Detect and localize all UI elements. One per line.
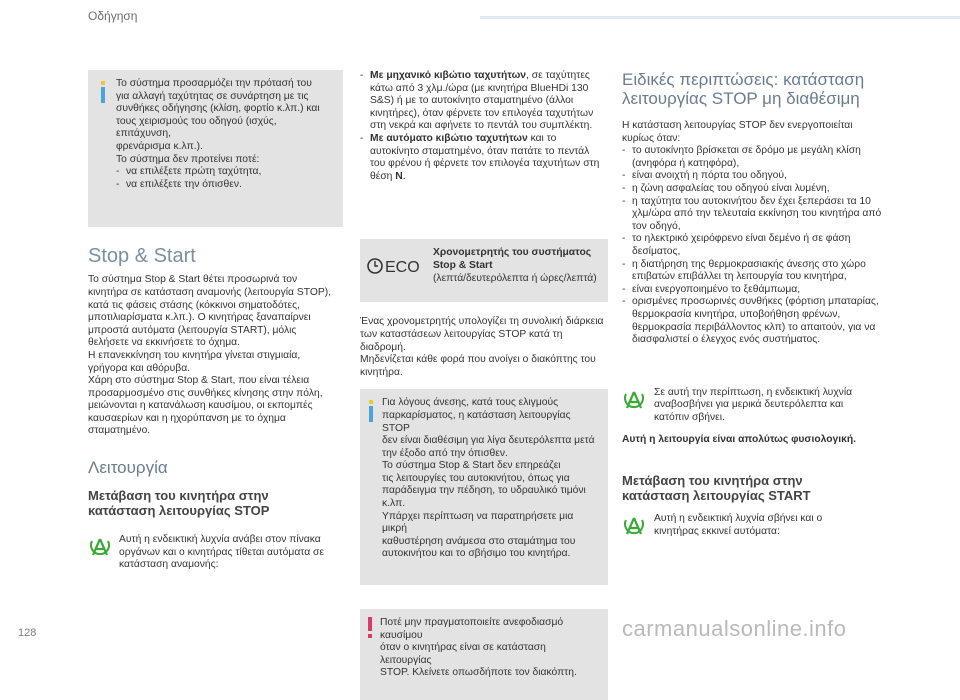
para-line: των καταστάσεων λειτουργίας STOP κατά τη διαδρομή. <box>360 328 563 353</box>
text-line: S&S) ή με το αυτοκίνητο σταματημένο (άλλοι <box>370 95 574 107</box>
stop-start-description <box>88 274 343 438</box>
info-icon <box>365 400 377 424</box>
tip-line: καθυστέρηση ανάμεσα στο σταμάτημα του <box>382 535 576 547</box>
text-line: Αυτή η ενδεικτική λυχνία ανάβει στον πίνακα <box>119 534 321 546</box>
tip-line: Το σύστημα δεν προτείνει ποτέ: <box>116 153 260 165</box>
para-line: καυσαερίων και η ηχορύπανση με το όχημα <box>88 412 286 424</box>
tip-line: τις λειτουργίες του αυτοκινήτου, όπως για <box>382 472 570 484</box>
section-title-stop-start: Stop & Start <box>88 245 196 268</box>
warning-icon <box>365 617 375 641</box>
manual-gearbox-item <box>360 70 608 133</box>
special-case-item: - η ταχύτητα του αυτοκινήτου δεν έχει ξεπεράσει τα 10 χλμ/ώρα από την τελευταία εκκίνηση του κινητήρα από τον οδηγό, <box>622 196 884 234</box>
eco-subtitle: (λεπτά/δευτερόλεπτα ή ώρες/λεπτά) <box>433 272 597 284</box>
para-line: γρήγορα και αθόρυβα. <box>88 362 191 374</box>
tip-line: Το σύστημα Stop & Start δεν επηρεάζει <box>382 460 561 472</box>
special-case-item: - το αυτοκίνητο βρίσκεται σε δρόμο με μεγάλη κλίση (ανηφόρα ή κατηφόρα), <box>622 145 884 170</box>
watermark: carmanualsonline.info <box>622 616 847 641</box>
warning-line: Ποτέ μην πραγματοποιείτε ανεφοδιασμό καυσίμου <box>380 617 564 641</box>
text-line: κατάσταση αναμονής: <box>119 559 219 571</box>
tip-line: για αλλαγή ταχύτητας σε συνάρτηση με τις <box>116 90 309 102</box>
tip-line: Το σύστημα προσαρμόζει την πρότασή του <box>116 78 312 89</box>
auto-stop-lamp-icon <box>622 515 646 537</box>
para-line: σταματημένο. <box>88 425 151 437</box>
lamp-flash-row <box>622 387 892 425</box>
column-left <box>88 70 343 572</box>
special-case-item: - είναι ανοιχτή η πόρτα του οδηγού, <box>622 170 884 183</box>
page-number: 128 <box>18 627 37 639</box>
header-rule <box>480 16 960 19</box>
para-line: προσαρμοσμένο στις συνθήκες κίνησης στην πόλη, <box>88 387 323 399</box>
text-line: κατόπιν σβήνει. <box>654 411 725 423</box>
info-icon <box>97 81 109 105</box>
para-line: θελήσετε να εκκινήσετε το όχημα. <box>88 337 240 349</box>
tip-line: τους χειρισμούς του οδηγού (ισχύς, επιτάχυνση, <box>116 115 277 140</box>
special-cases-list <box>622 145 884 347</box>
para-line: κατά τις φάσεις στάσης (κόκκινοι σηματοδότες, <box>88 299 300 311</box>
tip-line: φρενάρισμα κ.λπ.). <box>116 140 203 152</box>
special-case-item: - η ζώνη ασφαλείας του οδηγού είναι λυμένη, <box>622 183 884 196</box>
position-n: N <box>395 170 403 182</box>
tip-line: παράδειγμα την πέδηση, το υδραυλικό τιμόνι <box>382 485 586 497</box>
para-line: κινητήρα. <box>360 366 403 378</box>
normal-operation-note: Αυτή η λειτουργία είναι απολύτως φυσιολογική. <box>622 434 856 446</box>
text-line: αναβοσβήνει για μερικά δευτερόλεπτα και <box>654 399 844 411</box>
page-header-title: Οδήγηση <box>88 9 138 23</box>
eco-timer-box <box>360 239 608 302</box>
eco-label: ECO <box>385 259 420 277</box>
para-line: Η επανεκκίνηση του κινητήρα γίνεται στιγμιαία, <box>88 349 301 361</box>
text-line: οργάνων και ο κινητήρας τίθεται αυτόματα σε <box>119 546 324 558</box>
special-case-item: - η διατήρηση της θερμοκρασιακής άνεσης στο χώρο επιβατών επιβάλλει τη λειτουργία του κινητήρα, <box>622 259 884 284</box>
tip-box-gear-advice <box>88 70 343 227</box>
text-line: στη νεκρά και αφήνετε το πεντάλ του συμπλέκτη. <box>370 120 593 132</box>
text-line: θέση N. <box>370 170 406 182</box>
manual-lead: Με μηχανικό κιβώτιο ταχυτήτων <box>370 70 527 81</box>
para-line: Το σύστημα Stop & Start θέτει προσωρινά τον <box>88 274 298 286</box>
tip-line: Για λόγους άνεσης, κατά τους ελιγμούς <box>382 397 559 409</box>
text-line: του φρένου ή φέρνετε τον επιλογέα ταχυτήτων στη <box>370 158 600 170</box>
warning-line: όταν ο κινητήρας είναι σε κατάσταση λειτουργίας <box>380 642 546 666</box>
tip-line: αυτοκινήτου και το σβήσιμο του κινητήρα. <box>382 548 571 560</box>
text-span: και το <box>527 132 557 144</box>
special-case-item: - είναι ενεργοποιημένο το ξεθάμπωμα, <box>622 284 884 297</box>
special-case-item: - το ηλεκτρικό χειρόφρενο είναι δεμένο ή σε φάση δεσίματος, <box>622 233 884 258</box>
column-middle <box>360 70 608 700</box>
para-line: Ένας χρονομετρητής υπολογίζει τη συνολική διάρκεια <box>360 316 604 328</box>
tip-line: δεν είναι διαθέσιμη για λίγα δευτερόλεπτα μετά <box>382 435 595 447</box>
section-title-operation: Λειτουργία <box>88 458 168 478</box>
auto-lead: Με αυτόματο κιβώτιο ταχυτήτων <box>370 132 528 144</box>
subtitle-stop-mode: Μετάβαση του κινητήρα στην κατάσταση λειτουργίας STOP <box>88 488 270 519</box>
para-line: Χάρη στο σύστημα Stop & Start, που είναι τέλεια <box>88 375 310 387</box>
eco-title-line: Stop & Start <box>433 259 493 271</box>
special-cases-intro <box>622 120 892 145</box>
eco-title-line: Χρονομετρητής του συστήματος <box>433 247 592 259</box>
warning-box-refuel <box>360 609 608 700</box>
warning-line: STOP. Κλείνετε οπωσδήποτε τον διακόπτη. <box>380 667 577 679</box>
tip-line: παρκαρίσματος, η κατάσταση λειτουργίας STOP <box>382 409 571 434</box>
auto-gearbox-item <box>360 133 608 183</box>
start-mode-lamp-row <box>622 513 892 538</box>
subtitle-start-mode: Μετάβαση του κινητήρα στην κατάσταση λειτουργίας START <box>622 473 811 504</box>
para-line: Η κατάσταση λειτουργίας STOP δεν ενεργοποιείται <box>622 120 853 131</box>
para-line: μπροστά αυτόματα (λειτουργία START), μόλις <box>88 324 297 336</box>
para-line: μποτιλιαρίσματα κ.λπ.). Ο κινητήρας ξαναπαίρνει <box>88 312 311 324</box>
stop-mode-lamp-row <box>88 534 343 572</box>
tip-list-item: - να επιλέξετε πρώτη ταχύτητα, <box>116 166 333 179</box>
section-title-special-cases: Ειδικές περιπτώσεις: κατάσταση λειτουργίας STOP μη διαθέσιμη <box>622 70 865 108</box>
para-line: Μηδενίζεται κάθε φορά που ανοίγει ο διακόπτης του <box>360 354 596 366</box>
eco-timer-title <box>433 247 597 285</box>
text-line: Αυτή η ενδεικτική λυχνία σβήνει και ο <box>654 513 823 525</box>
para-line: κυρίως όταν: <box>622 132 681 144</box>
text-span: , σε ταχύτητες <box>526 70 590 81</box>
para-line: μειώνονται η κατανάλωση καυσίμου, οι εκπομπές <box>88 400 313 412</box>
tip-line: την έξοδο από την όπισθεν. <box>382 447 508 459</box>
auto-stop-lamp-icon <box>622 389 646 411</box>
timer-description <box>360 316 608 379</box>
text-line: κινητήρας εκκινεί αυτόματα: <box>654 525 780 537</box>
tip-list-item: - να επιλέξετε την όπισθεν. <box>116 179 333 192</box>
text-line: Σε αυτή την περίπτωση, η ενδεικτική λυχνία <box>654 386 853 398</box>
special-case-item: - ορισμένες προσωρινές συνθήκες (φόρτιση μπαταρίας, θερμοκρασία κινητήρα, υποβοήθηση φρένων, θερμοκρασία περιβάλλοντος κλπ) το απαιτούν, για να διασφαλιστεί ο έλεγχος ενός συστήματος. <box>622 296 884 346</box>
stop-conditions-list <box>360 70 608 183</box>
eco-timer-icon <box>367 253 425 279</box>
tip-list <box>116 166 333 191</box>
tip-line: Υπάρχει περίπτωση να παρατηρήσετε μια μικρή <box>382 510 574 535</box>
auto-stop-lamp-icon <box>88 536 112 558</box>
tip-line: κ.λπ. <box>382 498 406 510</box>
tip-box-comfort <box>360 389 608 585</box>
text-line: κινητήρες), όταν φέρνετε τον επιλογέα ταχυτήτων <box>370 107 594 119</box>
text-line: αυτοκίνητο σταματημένο, όταν πατάτε το πεντάλ <box>370 145 590 157</box>
column-right <box>622 70 892 538</box>
para-line: κινητήρα σε κατάσταση αναμονής (λειτουργία STOP), <box>88 286 331 298</box>
text-span: θέση <box>370 170 396 182</box>
tip-line: συνθήκες οδήγησης (κλίση, φορτίο κ.λπ.) και <box>116 103 320 115</box>
text-line: κάτω από 3 χλμ./ώρα (με κινητήρα BlueHDi 130 <box>370 82 589 94</box>
